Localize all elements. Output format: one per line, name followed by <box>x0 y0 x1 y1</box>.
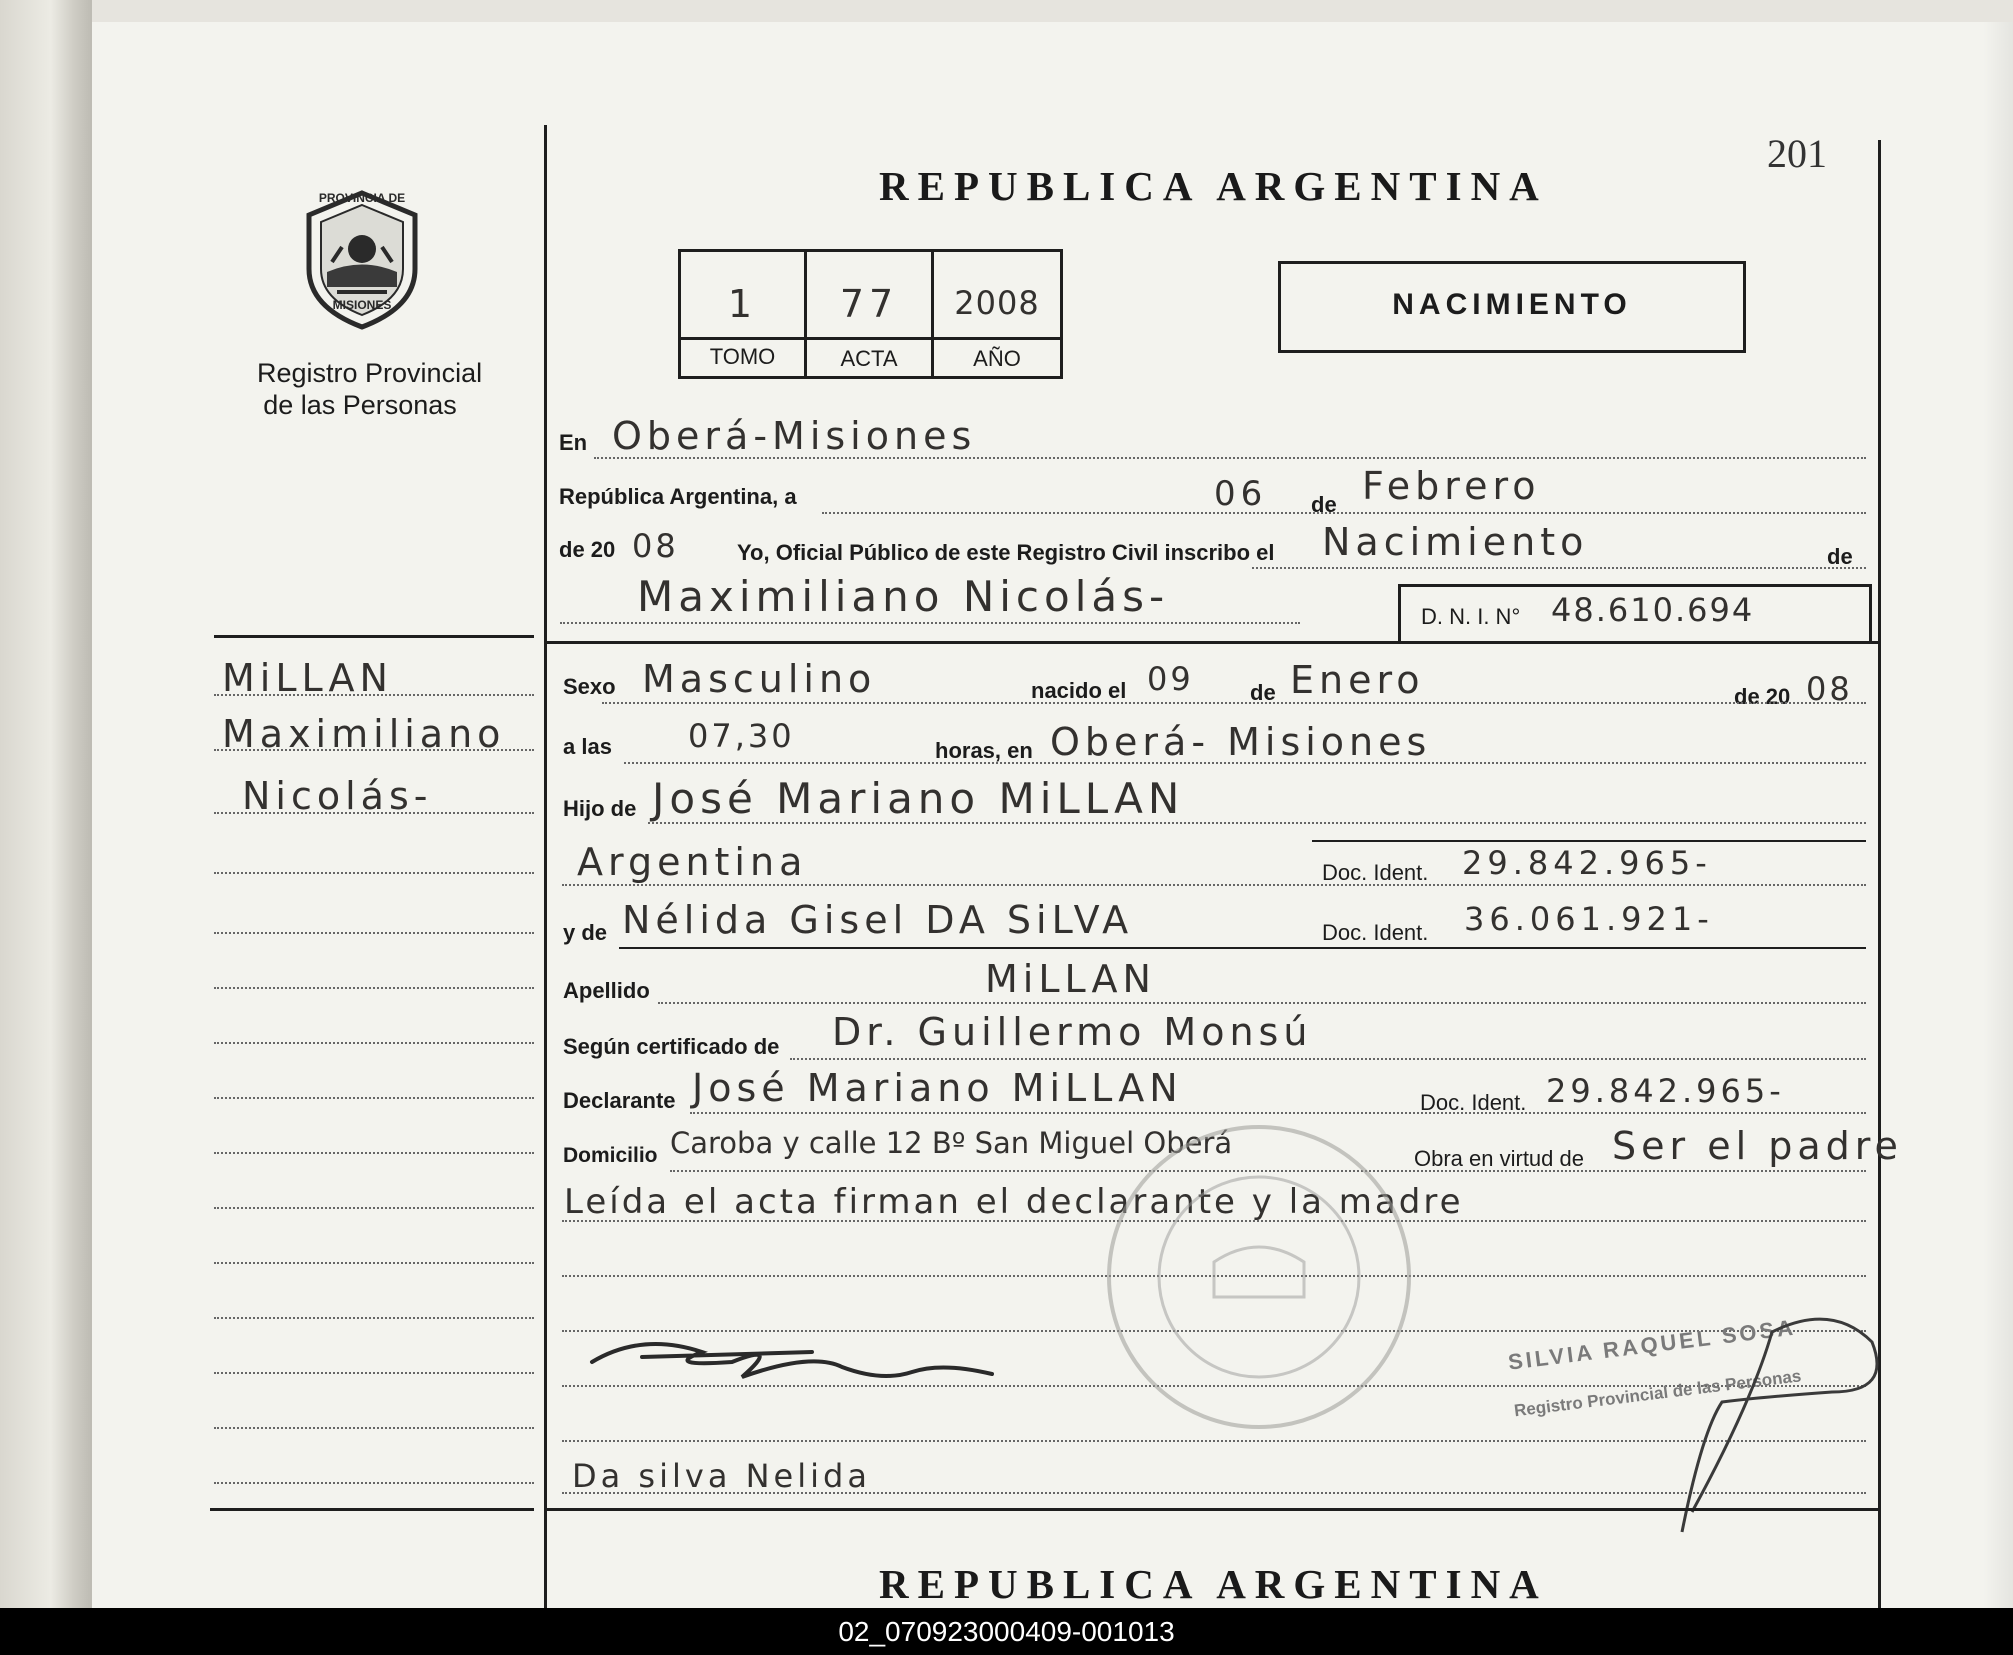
page-number: 201 <box>1767 131 1827 176</box>
anio-label: AÑO <box>973 346 1021 371</box>
sexo-label: Sexo <box>563 674 616 699</box>
yo-oficial-label: Yo, Oficial Público de este Registro Civil inscribo el <box>737 540 1275 565</box>
de-label-3: de <box>1827 544 1853 569</box>
person-name-value: Maximiliano Nicolás- <box>637 572 1170 621</box>
doc-ident-label-1: Doc. Ident. <box>1322 860 1429 885</box>
act-type-box <box>1278 261 1746 353</box>
en-label: En <box>559 430 588 455</box>
leida-acta-value: Leída el acta firman el declarante y la madre <box>564 1182 1464 1222</box>
dni-label: D. N. I. N° <box>1421 604 1521 629</box>
declarante-label: Declarante <box>563 1088 676 1113</box>
obra-en-virtud-label: Obra en virtud de <box>1414 1146 1584 1171</box>
domicilio-value: Caroba y calle 12 Bº San Miguel Oberá <box>670 1126 1233 1160</box>
birth-day-value: 09 <box>1147 660 1194 698</box>
de-label-4: de <box>1250 680 1276 705</box>
republica-label: República Argentina, a <box>559 484 797 509</box>
document-title: REPUBLICA ARGENTINA <box>879 163 1548 209</box>
registry-name-line2: de las Personas <box>263 390 457 420</box>
obra-value: Ser el padre <box>1612 1124 1903 1168</box>
birth-month-value: Enero <box>1290 658 1425 702</box>
page-top-edge <box>92 0 2013 22</box>
apellido-label: Apellido <box>563 978 650 1003</box>
doc-ident-label-2: Doc. Ident. <box>1322 920 1429 945</box>
en-value: Oberá-Misiones <box>612 414 977 458</box>
birth-place-value: Oberá- Misiones <box>1050 720 1432 764</box>
act-type-value: Nacimiento <box>1322 520 1589 564</box>
de-20-label: de 20 <box>559 537 616 562</box>
official-seal-stamp <box>1104 1122 1414 1432</box>
hijo-de-label: Hijo de <box>563 796 637 821</box>
book-binding <box>0 0 92 1608</box>
dni-value: 48.610.694 <box>1551 591 1755 629</box>
tomo-label: TOMO <box>709 344 776 369</box>
mother-name-value: Nélida Gisel DA SiLVA <box>622 898 1134 942</box>
horas-en-label: horas, en <box>935 738 1033 763</box>
year-suffix-value: 08 <box>632 527 679 565</box>
declarante-doc-value: 29.842.965- <box>1546 1072 1785 1110</box>
father-name-value: José Mariano MiLLAN <box>652 774 1185 823</box>
y-de-label: y de <box>563 920 608 945</box>
de-20-label-2: de 20 <box>1734 684 1791 709</box>
domicilio-label: Domicilio <box>563 1144 658 1167</box>
margin-surname: MiLLAN <box>222 656 393 700</box>
anio-value: 2008 <box>954 284 1040 322</box>
mother-doc-value: 36.061.921- <box>1464 900 1714 938</box>
doc-ident-label-3: Doc. Ident. <box>1420 1090 1527 1115</box>
month-value: Febrero <box>1362 464 1541 508</box>
father-doc-value: 29.842.965- <box>1462 844 1712 882</box>
dni-box <box>1398 584 1872 644</box>
coat-of-arms-top-text: PROVINCIA DE <box>318 191 406 205</box>
next-page-title: REPUBLICA ARGENTINA <box>879 1561 1548 1607</box>
birth-year-suffix-value: 08 <box>1806 670 1853 708</box>
acta-value: 77 <box>839 282 899 326</box>
margin-first-name: Maximiliano <box>222 712 506 756</box>
footer-id: 02_070923000409-001013 <box>0 1608 2013 1655</box>
nacido-label: nacido el <box>1031 678 1127 703</box>
de-label-1: de <box>1311 492 1337 517</box>
declarante-value: José Mariano MiLLAN <box>692 1066 1183 1110</box>
record-number-box <box>678 249 1063 379</box>
coat-of-arms-icon <box>297 187 427 332</box>
certificate-page <box>92 22 2013 1608</box>
hora-value: 07,30 <box>688 717 795 755</box>
acta-label: ACTA <box>840 346 898 371</box>
day-value: 06 <box>1214 474 1268 514</box>
coat-of-arms-bottom-text: MISIONES <box>332 298 392 312</box>
sexo-value: Masculino <box>642 657 877 701</box>
certificado-value: Dr. Guillermo Monsú <box>832 1010 1313 1054</box>
a-las-label: a las <box>563 734 612 759</box>
official-stamp-registry: Registro Provincial de las Personas <box>1513 1366 1803 1421</box>
margin-second-name: Nicolás- <box>242 774 433 818</box>
segun-certificado-label: Según certificado de <box>563 1034 780 1059</box>
father-nationality-value: Argentina <box>577 840 808 884</box>
registry-name-line1: Registro Provincial <box>257 358 483 388</box>
declarant-signature <box>582 1322 1002 1402</box>
official-stamp-name: SILVIA RAQUEL SOSA <box>1506 1314 1798 1375</box>
mother-signature-value: Da silva Nelida <box>572 1457 871 1495</box>
act-type-label: NACIMIENTO <box>1392 288 1632 321</box>
apellido-value: MiLLAN <box>985 957 1156 1001</box>
tomo-value: 1 <box>727 282 758 326</box>
left-column-divider <box>544 125 547 1608</box>
